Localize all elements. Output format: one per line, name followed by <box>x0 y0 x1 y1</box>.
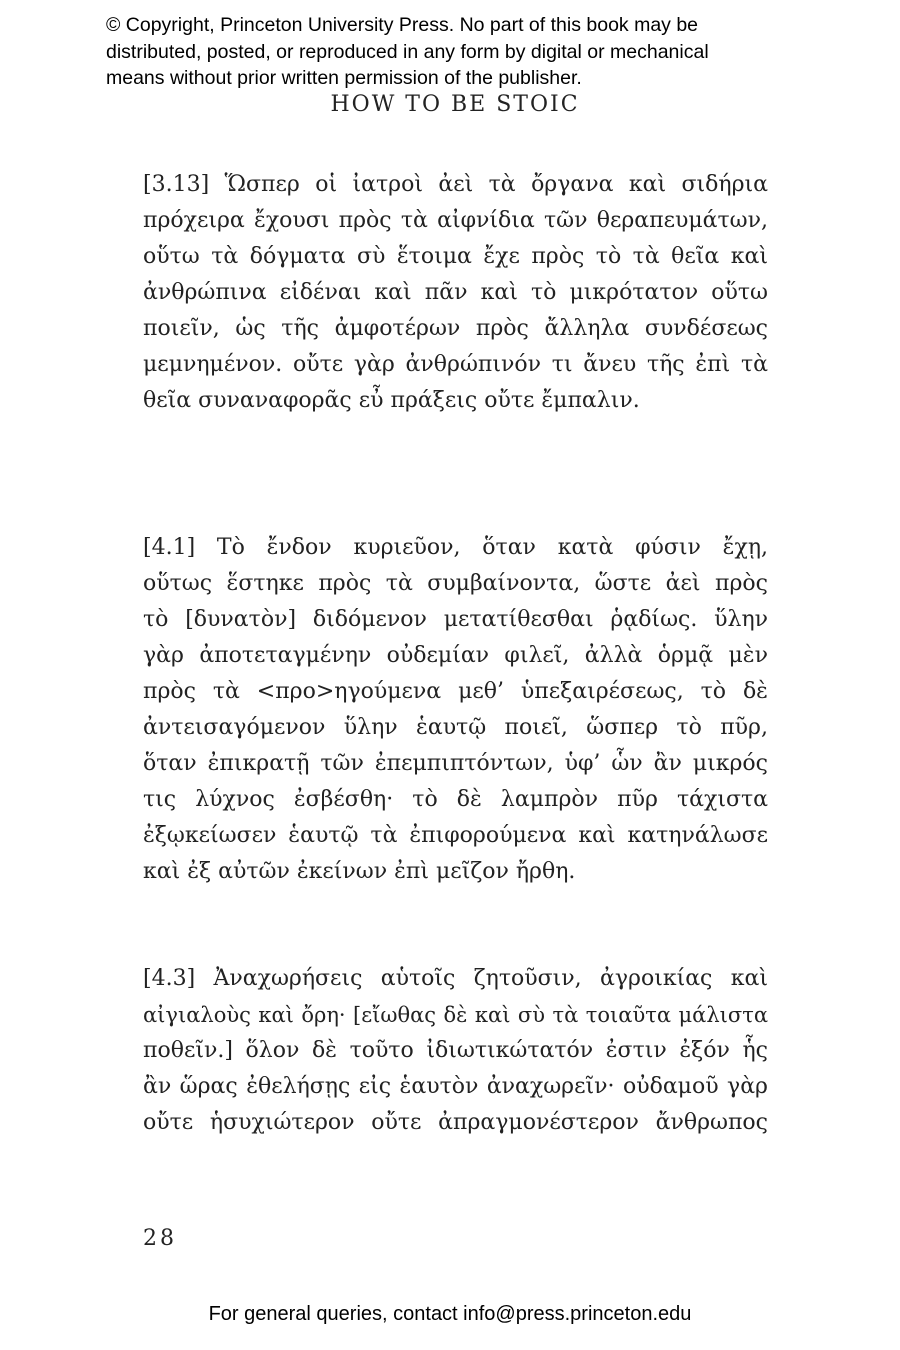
text-line: οὕτω τὰ δόγματα σὺ ἕτοιμα ἔχε πρὸς τὸ τὰ θεῖα καὶ <box>143 244 768 269</box>
text-line: ποθεῖν.] ὅλον δὲ τοῦτο ἰδιωτικώτατόν ἐστιν ἐξόν ἧς <box>143 1038 768 1063</box>
text-line: ἂν ὥρας ἐθελήσῃς εἰς ἑαυτὸν ἀναχωρεῖν· οὐδαμοῦ γὰρ <box>143 1074 768 1099</box>
copyright-line: distributed, posted, or reproduced in any form by digital or mechanical <box>106 40 709 63</box>
text-line: ἐξῳκείωσεν ἑαυτῷ τὰ ἐπιφορούμενα καὶ κατηνάλωσε <box>143 823 768 848</box>
text-line: ἀντεισαγόμενον ὕλην ἑαυτῷ ποιεῖ, ὥσπερ τὸ πῦρ, <box>143 715 768 740</box>
text-line: τὸ [δυνατὸν] διδόμενον μετατίθεσθαι ῥᾳδίως. ὕλην <box>143 607 768 632</box>
text-line: οὔτε ἡσυχιώτερον οὔτε ἀπραγμονέστερον ἄνθρωπος <box>143 1110 768 1135</box>
text-line: [4.1] Τὸ ἔνδον κυριεῦον, ὅταν κατὰ φύσιν ἔχῃ, <box>143 535 768 560</box>
text-line: ὅταν ἐπικρατῇ τῶν ἐπεμπιπτόντων, ὑφ’ ὧν ἂν μικρός <box>143 751 768 776</box>
footer-contact: For general queries, contact info@press.princeton.edu <box>208 1303 692 1325</box>
text-line: πρὸς τὰ <προ>ηγούμενα μεθ’ ὑπεξαιρέσεως, τὸ δὲ <box>143 679 768 704</box>
copyright-line: © Copyright, Princeton University Press. No part of this book may be <box>106 14 699 36</box>
text-line: καὶ ἐξ αὐτῶν ἐκείνων ἐπὶ μεῖζον ἤρθη. <box>143 859 576 884</box>
text-line: ποιεῖν, ὡς τῆς ἀμφοτέρων πρὸς ἄλληλα συνδέσεως <box>143 316 768 341</box>
text-line: θεῖα συναναφορᾶς εὖ πράξεις οὔτε ἔμπαλιν. <box>143 388 640 413</box>
text-line: [4.3] Ἀναχωρήσεις αὑτοῖς ζητοῦσιν, ἀγροικίας καὶ <box>143 966 768 991</box>
running-head: HOW TO BE STOIC <box>330 92 580 117</box>
text-line: μεμνημένον. οὔτε γὰρ ἀνθρώπινόν τι ἄνευ τῆς ἐπὶ τὰ <box>143 352 768 377</box>
text-line: οὕτως ἕστηκε πρὸς τὰ συμβαίνοντα, ὥστε ἀεὶ πρὸς <box>143 571 768 596</box>
copyright-line: means without prior written permission of the publisher. <box>106 67 582 89</box>
copyright-notice <box>106 12 806 92</box>
text-line: ἀνθρώπινα εἰδέναι καὶ πᾶν καὶ τὸ μικρότατον οὕτω <box>143 280 768 305</box>
text-line: [3.13] Ὥσπερ οἱ ἰατροὶ ἀεὶ τὰ ὄργανα καὶ σιδήρια <box>143 172 768 197</box>
text-line: αἰγιαλοὺς καὶ ὄρη· [εἴωθας δὲ καὶ σὺ τὰ τοιαῦτα μάλιστα <box>143 1003 768 1027</box>
text-line: πρόχειρα ἔχουσι πρὸς τὰ αἰφνίδια τῶν θεραπευμάτων, <box>143 208 768 233</box>
text-line: γὰρ ἀποτεταγμένην οὐδεμίαν φιλεῖ, ἀλλὰ ὁρμᾷ μὲν <box>143 643 768 668</box>
passage-4-1 <box>143 530 768 890</box>
text-line: τις λύχνος ἐσβέσθη· τὸ δὲ λαμπρὸν πῦρ τάχιστα <box>143 787 768 812</box>
passage-4-3 <box>143 961 768 1141</box>
passage-3-13 <box>143 167 768 419</box>
page-number: 28 <box>143 1226 177 1251</box>
